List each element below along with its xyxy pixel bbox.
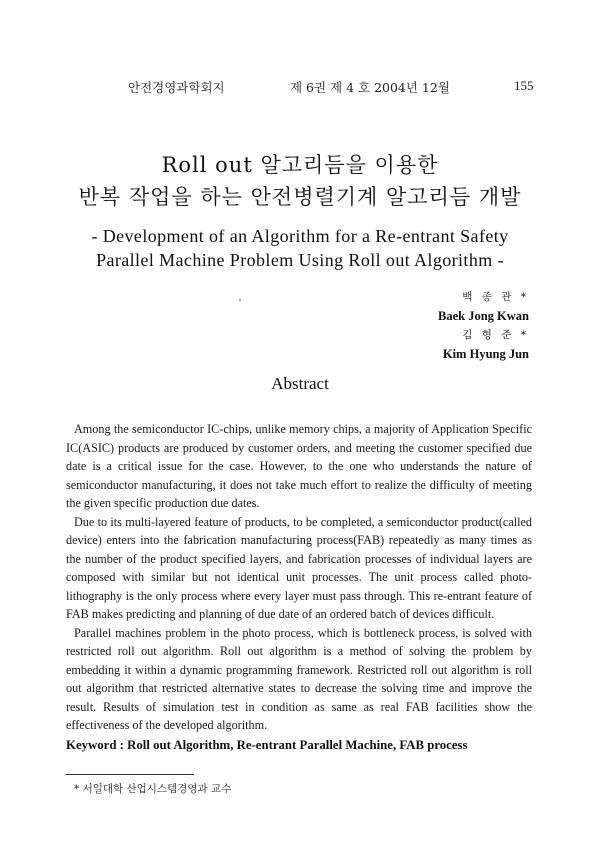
author-2-english-name: Kim Hyung Jun [442,347,529,361]
english-title-line-2: Parallel Machine Problem Using Roll out Algorithm - [96,250,504,270]
abstract-paragraph-3: Parallel machines problem in the photo process, which is bottleneck process, is solved with restricted roll out algorithm. Roll out algorithm is a method of solving the problem by embedding it within a dynamic programming framework. Restricted roll out algorithm is roll out algorithm that restricted alternative states to decrease the solving time and improve the result. Results of simulation test in condition as same as real FAB facilities show the effectiveness of the developed algorithm. [66,625,532,732]
speck-mark [239,299,241,301]
page-number: 155 [514,78,534,93]
abstract-body [66,420,532,735]
korean-title-line-2: 반복 작업을 하는 안전병렬기계 알고리듬 개발 [78,185,522,209]
author-2-korean-name: 김 형 준 * [462,329,529,341]
english-title-line-1: - Development of an Algorithm for a Re-entrant Safety [91,226,509,246]
abstract-paragraph-1: Among the semiconductor IC-chips, unlike memory chips, a majority of Application Specific IC(ASIC) products are produced by customer orders, and meeting the customer specified due date is a critical issue for the case. However, to the one who understands the nature of semiconductor manufacturing, it does not take much effort to realize the difficulty of meeting the given specific production due dates. [66,422,532,510]
author-affiliation-footnote: * 서일대학 산업시스템경영과 교수 [74,783,232,795]
keyword-line: Keyword : Roll out Algorithm, Re-entrant Parallel Machine, FAB process [66,738,468,752]
author-1-korean-name: 백 종 관 * [462,291,529,303]
abstract-paragraph-2: Due to its multi-layered feature of products, to be completed, a semiconductor product(called device) enters into the fabrication manufacturing process(FAB) repeatedly as many times as the number of the product specified layers, and fabrication processes of individual layers are composed with similar but not identical unit processes. The unit process called photo-lithography is the only process where every layer must pass through. This re-entrant feature of FAB makes predicting and planning of due date of an ordered batch of devices difficult. [66,514,532,621]
abstract-heading: Abstract [271,374,329,393]
author-1-english-name: Baek Jong Kwan [438,309,529,323]
journal-name: 안전경영과학회지 [128,80,225,95]
issue-info: 제 6권 제 4 호 2004년 12월 [290,80,450,95]
running-header [0,78,600,98]
korean-title-line-1: Roll out 알고리듬을 이용한 [161,153,439,177]
author-block [438,288,529,364]
footnote-divider [66,774,194,775]
